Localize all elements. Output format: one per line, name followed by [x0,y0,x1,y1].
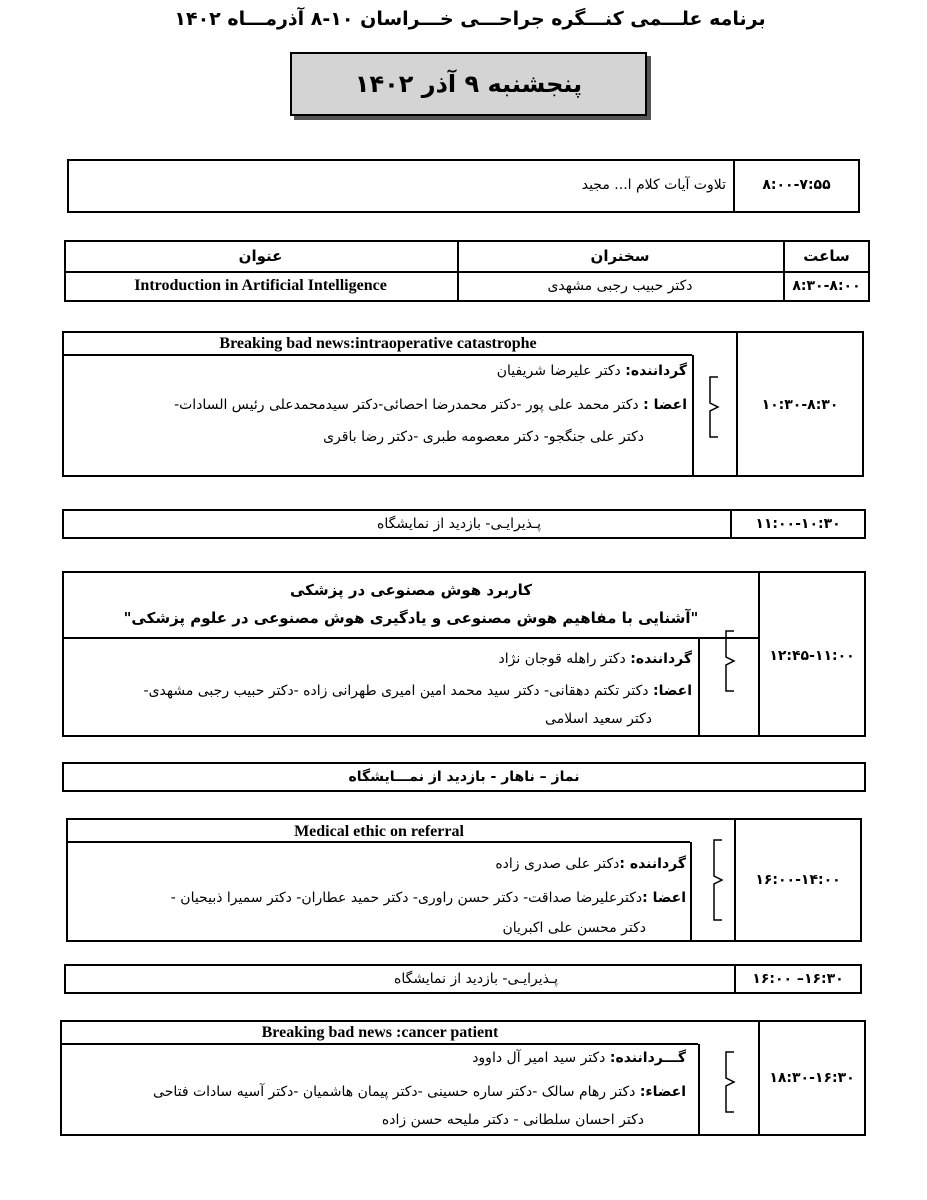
panel-2-title: کاربرد هوش مصنوعی در پزشکی [289,581,532,599]
break-2-time: ۱۶:۳۰– ۱۶:۰۰ [752,971,844,987]
panel-2-subtitle: "آشنایی با مفاهیم هوش مصنوعی و یادگیری هوش مصنوعی در علوم پزشکی" [123,609,699,627]
opening-text: تلاوت آیات کلام ا... مجید [581,177,726,193]
chair-label: گرداننده : [619,856,686,872]
members-line1: دکترعلیرضا صداقت- دکتر حسن راوری- دکتر حمید عطاران- دکتر سمیرا ذبیحیان - [170,890,643,906]
panel-4-members-line2: دکتر احسان سلطانی - دکتر ملیحه حسن زاده [381,1112,644,1128]
members-label: اعضا : [643,397,687,413]
col-time-header: ساعت [803,247,850,265]
members-line1: دکتر محمد علی پور -دکتر محمدرضا احصائی-دکتر سیدمحمدعلی رئیس السادات- [174,397,644,413]
break-2-row [64,964,862,994]
col-speaker-header: سخنران [590,247,650,265]
panel-2-members-row [144,683,692,699]
col-title-header: عنوان [238,247,283,265]
panel-4-members-row [153,1084,686,1100]
panel-4-chair-row [472,1050,686,1066]
break-2-text: پـذیرایـی- بازدید از نمایشگاه [394,971,558,987]
chair-name: دکتر علی صدری زاده [495,856,620,872]
program-title: برنامه علـــمی کنـــگره جراحـــی خـــراسان ۱۰-۸ آذرمـــاه ۱۴۰۲ [174,8,766,30]
brace-icon [720,629,740,693]
break-1-row [62,509,866,539]
members-label: اعضا : [642,890,686,906]
members-label: اعضاء: [639,1084,686,1100]
panel-1-members-row [174,397,687,413]
lecture-speaker: دکتر حبیب رجبی مشهدی [547,278,693,294]
members-label: اعضا: [652,683,692,699]
panel-1-members-line2: دکتر علی جنگجو- دکتر معصومه طبری -دکتر رضا باقری [323,429,644,445]
lecture-time: ۸:۳۰-۸:۰۰ [792,278,861,294]
opening-row [67,159,860,213]
panel-1-title: Breaking bad news:intraoperative catastrophe [219,335,537,352]
lecture-title: Introduction in Artificial Intelligence [134,277,387,294]
chair-label: گرداننده: [625,363,687,379]
brace-icon [704,375,724,439]
chair-label: گـــرداننده: [609,1050,686,1066]
brace-icon [720,1050,740,1114]
chair-name: دکتر سید امیر آل داوود [472,1050,610,1066]
break-1-text: پـذیرایـی- بازدید از نمایشگاه [377,516,541,532]
panel-1-time: ۱۰:۳۰-۸:۳۰ [761,397,839,413]
panel-1-chair-row [497,363,687,379]
panel-2 [62,571,866,737]
panel-1 [62,331,864,477]
panel-3-title: Medical ethic on referral [294,823,464,840]
panel-3-time: ۱۶:۰۰-۱۴:۰۰ [755,872,841,888]
opening-time: ۸:۰۰-۷:۵۵ [762,177,831,193]
chair-name: دکتر علیرضا شریفیان [496,363,626,379]
panel-4-time: ۱۸:۳۰-۱۶:۳۰ [769,1070,855,1086]
members-line1: دکتر تکتم دهقانی- دکتر سید محمد امین امیری طهرانی زاده -دکتر حبیب رجبی مشهدی- [143,683,653,699]
panel-3-members-line2: دکتر محسن علی اکبریان [502,920,646,936]
brace-icon [708,838,728,922]
panel-2-members-line2: دکتر سعید اسلامی [545,711,652,727]
panel-4-title: Breaking bad news :cancer patient [261,1024,499,1041]
members-line1: دکتر رهام سالک -دکتر ساره حسینی -دکتر پیمان هاشمیان -دکتر آسیه سادات فتاحی [153,1084,640,1100]
day-heading: پنجشنبه ۹ آذر ۱۴۰۲ [290,52,647,116]
panel-3-chair-row [495,856,686,872]
lecture-table [64,240,870,302]
panel-2-time: ۱۲:۴۵-۱۱:۰۰ [769,648,855,664]
chair-name: دکتر راهله قوجان نژاد [498,651,631,667]
lunch-text: نماز – ناهار - بازدید از نمـــایشگاه [348,769,580,785]
break-1-time: ۱۱:۰۰-۱۰:۳۰ [755,516,841,532]
panel-3 [66,818,862,942]
chair-label: گرداننده: [630,651,692,667]
panel-3-members-row [171,890,686,906]
panel-2-chair-row [499,651,692,667]
panel-4 [60,1020,866,1136]
lunch-row [62,762,866,792]
